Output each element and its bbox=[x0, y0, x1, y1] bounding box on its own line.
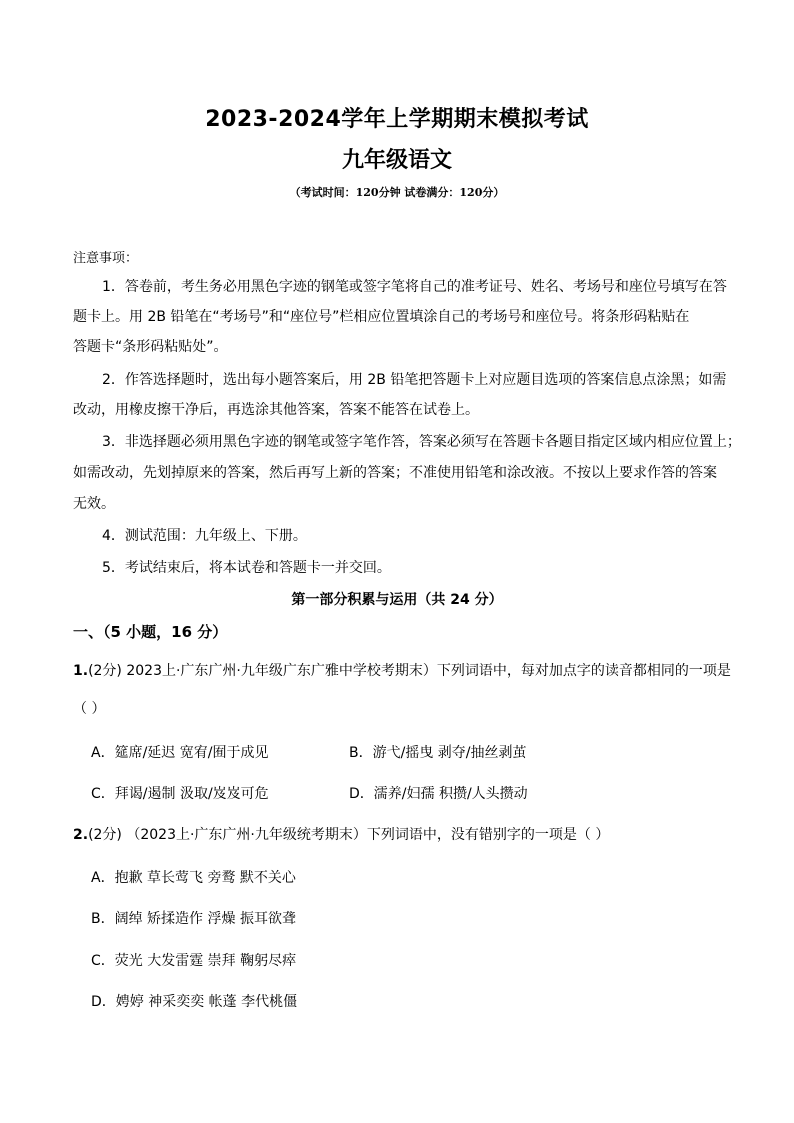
question-number: 2. bbox=[73, 827, 89, 843]
question-2-option-c: C．荧光 大发雷霆 崇拜 鞠躬尽瘁 bbox=[91, 953, 297, 969]
question-2-option-d: D．娉婷 神采奕奕 帐蓬 李代桃僵 bbox=[91, 994, 298, 1010]
part-title: 一、（5 小题，16 分） bbox=[73, 623, 228, 641]
notice-item-5: 5．考试结束后，将本试卷和答题卡一并交回。 bbox=[102, 560, 391, 576]
exam-meta: （考试时间：120分钟 试卷满分：120分） bbox=[289, 186, 505, 199]
section-title: 第一部分积累与运用（共 24 分） bbox=[291, 592, 503, 608]
notice-item-1-line-3: 答题卡“条形码粘贴处”。 bbox=[73, 339, 228, 355]
question-1-option-a: A．筵席/延迟 宽宥/囿于成见 bbox=[91, 745, 269, 761]
notice-item-4: 4．测试范围：九年级上、下册。 bbox=[102, 528, 307, 544]
question-stem: (2分) 2023上·广东广州·九年级广东广雅中学校考期末）下列词语中，每对加点字的读音都相同的一项是 bbox=[88, 663, 731, 679]
question-1-stem-cont: （ ） bbox=[73, 701, 106, 717]
exam-subtitle: 九年级语文 bbox=[341, 148, 452, 173]
notice-item-3-line-1: 3．非选择题必须用黑色字迹的钢笔或签字笔作答，答案必须写在答题卡各题目指定区域内相应位置上； bbox=[102, 434, 741, 450]
question-2 bbox=[73, 824, 609, 844]
question-2-option-b: B．阔绰 矫揉造作 浮燥 振耳欲聋 bbox=[91, 911, 296, 927]
question-stem: (2分) （2023上·广东广州·九年级统考期末）下列词语中，没有错别字的一项是（ ） bbox=[88, 827, 610, 843]
notice-item-1-line-2: 题卡上。用 2B 铅笔在“考场号”和“座位号”栏相应位置填涂自己的考场号和座位号。将条形码粘贴在 bbox=[73, 309, 690, 325]
notice-item-1-line-1: 1．答卷前，考生务必用黑色字迹的钢笔或签字笔将自己的准考证号、姓名、考场号和座位号填写在答 bbox=[102, 279, 727, 295]
question-number: 1. bbox=[73, 663, 89, 679]
notice-item-3-line-2: 如需改动，先划掉原来的答案，然后再写上新的答案；不准使用铅笔和涂改液。不按以上要求作答的答案 bbox=[73, 465, 717, 481]
notice-item-2-line-1: 2．作答选择题时，选出每小题答案后，用 2B 铅笔把答题卡上对应题目选项的答案信息点涂黑；如需 bbox=[102, 372, 727, 388]
notice-item-2-line-2: 改动，用橡皮擦干净后，再选涂其他答案，答案不能答在试卷上。 bbox=[73, 402, 479, 418]
notice-heading: 注意事项： bbox=[73, 251, 139, 266]
question-1-option-c: C．拜谒/遏制 汲取/岌岌可危 bbox=[91, 786, 269, 802]
question-1-option-b: B．游弋/摇曳 剥夺/抽丝剥茧 bbox=[349, 745, 527, 761]
notice-item-3-line-3: 无效。 bbox=[73, 496, 115, 512]
question-2-option-a: A．抱歉 草长莺飞 旁鹜 默不关心 bbox=[91, 870, 296, 886]
exam-title: 2023-2024学年上学期期末模拟考试 bbox=[205, 107, 589, 132]
question-1 bbox=[73, 660, 731, 680]
question-1-option-d: D．濡养/妇孺 积攒/人头攒动 bbox=[349, 786, 528, 802]
